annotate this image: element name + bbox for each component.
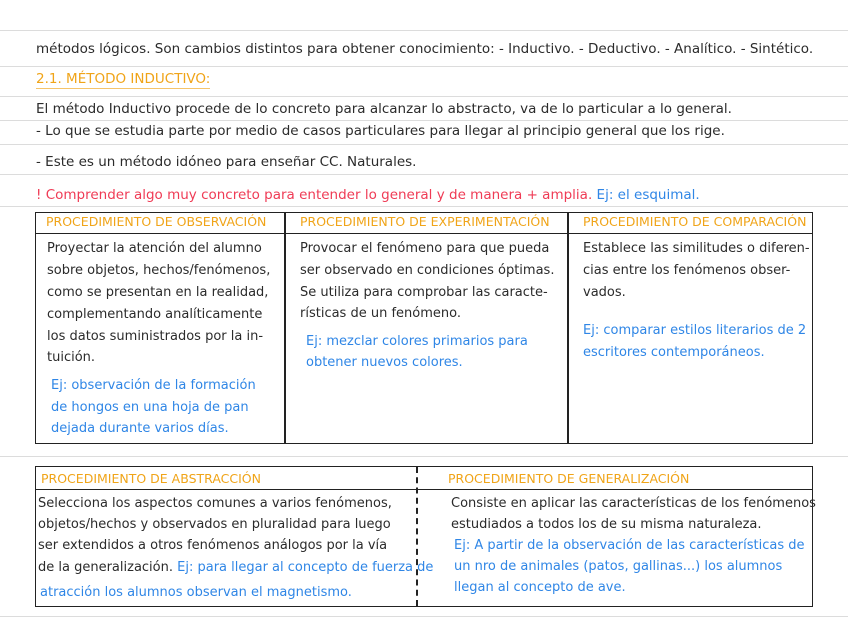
- observacion-example: Ej: observación de la formación: [51, 378, 256, 393]
- section-title-text: 2.1. MÉTODO INDUCTIVO:: [36, 71, 211, 87]
- header-experimentacion: PROCEDIMIENTO DE EXPERIMENTACIÓN: [300, 214, 550, 229]
- generalizacion-text: estudiados a todos los de su misma naturaleza.: [451, 517, 762, 532]
- procedures-table-1: [35, 212, 813, 444]
- comparacion-text: vados.: [583, 285, 626, 300]
- experimentacion-text: Se utiliza para comprobar las caracte-: [300, 285, 548, 300]
- experimentacion-example: obtener nuevos colores.: [306, 355, 463, 370]
- observacion-text: tuición.: [47, 350, 96, 365]
- highlight-example: Ej: el esquimal.: [596, 187, 700, 203]
- abstraccion-text: Selecciona los aspectos comunes a varios fenómenos,: [38, 496, 392, 511]
- table1-divider: [567, 213, 569, 443]
- abstraccion-text: de la generalización.: [38, 560, 173, 575]
- paragraph-line: - Este es un método idóneo para enseñar CC. Naturales.: [36, 154, 417, 170]
- header-abstraccion: PROCEDIMIENTO DE ABSTRACCIÓN: [41, 471, 261, 486]
- procedures-table-2: [35, 466, 816, 607]
- experimentacion-text: rísticas de un fenómeno.: [300, 306, 461, 321]
- table2-dashed-divider: [416, 467, 418, 606]
- abstraccion-text: objetos/hechos y observados en pluralidad para luego: [38, 517, 391, 532]
- header-generalizacion: PROCEDIMIENTO DE GENERALIZACIÓN: [448, 471, 690, 486]
- generalizacion-example: llegan al concepto de ave.: [454, 580, 626, 595]
- comparacion-example: Ej: comparar estilos literarios de 2: [583, 323, 807, 338]
- generalizacion-example: Ej: A partir de la observación de las características de: [454, 538, 805, 553]
- section-title: [36, 70, 210, 88]
- abstraccion-text: ser extendidos a otros fenómenos análogos por la vía: [38, 538, 388, 553]
- abstraccion-example: Ej: para llegar al concepto de fuerza de: [177, 560, 434, 575]
- generalizacion-example: un nro de animales (patos, gallinas...) los alumnos: [454, 559, 783, 574]
- header-observacion: PROCEDIMIENTO DE OBSERVACIÓN: [46, 214, 267, 229]
- generalizacion-text: Consiste en aplicar las características de los fenómenos: [451, 496, 816, 511]
- intro-text: métodos lógicos. Son cambios distintos para obtener conocimiento: - Inductivo. - Deductivo. - Analítico. - Sintético.: [36, 41, 814, 57]
- observacion-example: de hongos en una hoja de pan: [51, 400, 249, 415]
- experimentacion-text: ser observado en condiciones óptimas.: [300, 263, 555, 278]
- abstraccion-text-line: [38, 557, 433, 579]
- observacion-text: como se presentan en la realidad,: [47, 285, 269, 300]
- observacion-text: Proyectar la atención del alumno: [47, 241, 262, 256]
- experimentacion-text: Provocar el fenómeno para que pueda: [300, 241, 550, 256]
- highlight-line: [36, 186, 700, 204]
- highlight-red: ! Comprender algo muy concreto para entender lo general y de manera + amplia.: [36, 187, 593, 203]
- paragraph-line: - Lo que se estudia parte por medio de casos particulares para llegar al principio general que los rige.: [36, 123, 725, 139]
- observacion-text: sobre objetos, hechos/fenómenos,: [47, 263, 271, 278]
- comparacion-text: Establece las similitudes o diferen-: [583, 241, 810, 256]
- header-comparacion: PROCEDIMIENTO DE COMPARACIÓN: [583, 214, 807, 229]
- table1-divider: [284, 213, 286, 443]
- observacion-text: complementando analíticamente: [47, 307, 263, 322]
- observacion-text: los datos suministrados por la in-: [47, 329, 264, 344]
- comparacion-text: cias entre los fenómenos obser-: [583, 263, 791, 278]
- observacion-example: dejada durante varios días.: [51, 421, 229, 436]
- abstraccion-example: atracción los alumnos observan el magnetismo.: [40, 585, 352, 600]
- experimentacion-example: Ej: mezclar colores primarios para: [306, 334, 528, 349]
- paragraph-line: El método Inductivo procede de lo concreto para alcanzar lo abstracto, va de lo particular a lo general.: [36, 101, 732, 117]
- comparacion-example: escritores contemporáneos.: [583, 345, 765, 360]
